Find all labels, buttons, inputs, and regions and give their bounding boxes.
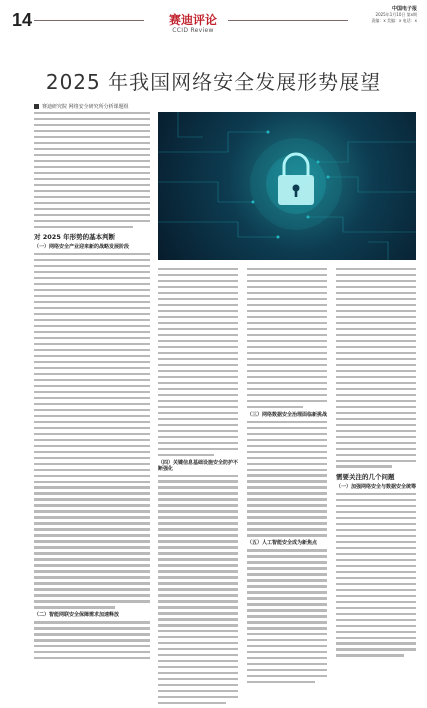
hero-image — [158, 112, 416, 260]
editor-line: 责编：x 美编：x 电话：x — [371, 18, 417, 23]
article-byline — [34, 103, 129, 110]
section-heading: 对 2025 年形势的基本判断 — [34, 233, 116, 242]
subheading: （二）智能网联安全保障需求加速释放 — [34, 612, 120, 619]
column-3 — [247, 268, 327, 687]
byline-text: 赛迪研究院 网络安全研究所分析课题组 — [42, 104, 129, 110]
article-title: 2025 年我国网络安全发展形势展望 — [45, 70, 382, 94]
lead-paragraph — [34, 112, 150, 228]
cyber-lock-icon — [158, 112, 416, 260]
column-4 — [336, 268, 416, 660]
column-2 — [158, 268, 238, 708]
subheading: （一）网络安全产业迎来新的战略发展阶段 — [34, 244, 130, 251]
subheading: （一）加强网络安全与数据安全统筹 — [336, 483, 417, 490]
section-title: 赛迪评论 — [168, 13, 217, 27]
page-header — [0, 0, 427, 48]
publication-date: 2025年1月10日 第x期 — [375, 12, 417, 17]
header-rule-left — [34, 20, 144, 21]
page-number: 14 — [12, 10, 33, 30]
masthead-meta — [339, 6, 417, 24]
subheading: （四）关键信息基础设施安全防护不断强化 — [158, 459, 239, 472]
subheading: （五）人工智能安全成为新焦点 — [247, 540, 318, 547]
byline-marker-icon — [34, 104, 39, 109]
section-subtitle: CCID Review — [172, 27, 214, 34]
header-rule-right — [228, 20, 348, 21]
column-1 — [34, 112, 150, 663]
section-heading: 需要关注的几个问题 — [336, 472, 395, 481]
publication-brand: 中国电子报 — [391, 6, 417, 12]
subheading: （三）网络数据安全治理面临新挑战 — [247, 411, 328, 418]
